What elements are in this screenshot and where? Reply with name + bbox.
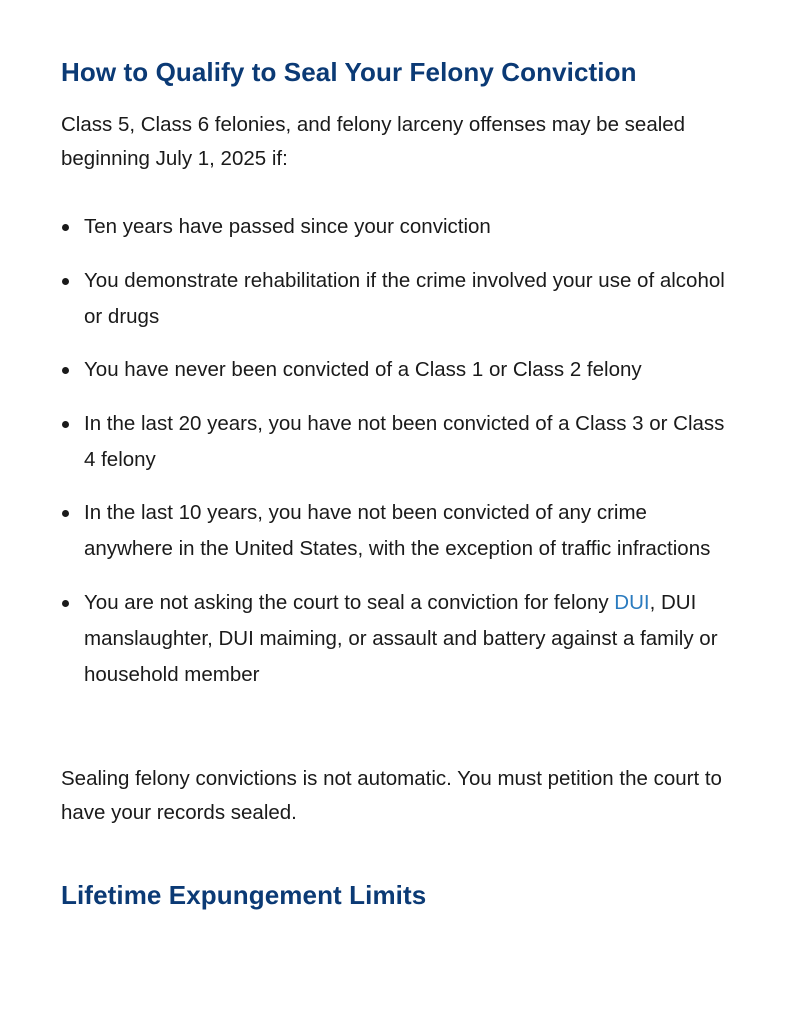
petition-note: Sealing felony convictions is not automatic. You must petition the court to have your records sealed. (61, 767, 722, 824)
list-item (61, 209, 741, 245)
intro-paragraph: Class 5, Class 6 felonies, and felony larceny offenses may be sealed beginning July 1, 2025 if: (61, 113, 686, 170)
list-item (61, 263, 741, 335)
criteria-list (61, 209, 741, 710)
bullet-icon (62, 600, 69, 607)
list-item-text: You demonstrate rehabilitation if the crime involved your use of alcohol or drugs (84, 268, 725, 328)
qualify-heading: How to Qualify to Seal Your Felony Conviction (61, 57, 637, 87)
bullet-icon (62, 367, 69, 374)
bullet-icon (62, 224, 69, 231)
list-item-text: You have never been convicted of a Class 1 or Class 2 felony (84, 358, 642, 381)
list-item (61, 495, 741, 567)
list-item-text: In the last 10 years, you have not been convicted of any crime anywhere in the United States, with the exception of traffic infractions (84, 501, 711, 560)
list-item-text: Ten years have passed since your conviction (84, 215, 491, 238)
list-item-text: In the last 20 years, you have not been convicted of a Class 3 or Class 4 felony (84, 411, 725, 471)
list-item (61, 585, 741, 693)
bullet-icon (62, 510, 69, 517)
bullet-icon (62, 421, 69, 428)
list-item (61, 406, 741, 478)
list-item (61, 352, 741, 388)
dui-link[interactable]: DUI (614, 590, 650, 614)
expungement-limits-heading: Lifetime Expungement Limits (61, 880, 427, 910)
list-item-text-after-link: , DUI manslaughter, DUI maiming, or assault and battery against a family or household member (84, 590, 718, 686)
bullet-icon (62, 278, 69, 285)
list-item-text-before-link: You are not asking the court to seal a conviction for felony (84, 590, 615, 614)
